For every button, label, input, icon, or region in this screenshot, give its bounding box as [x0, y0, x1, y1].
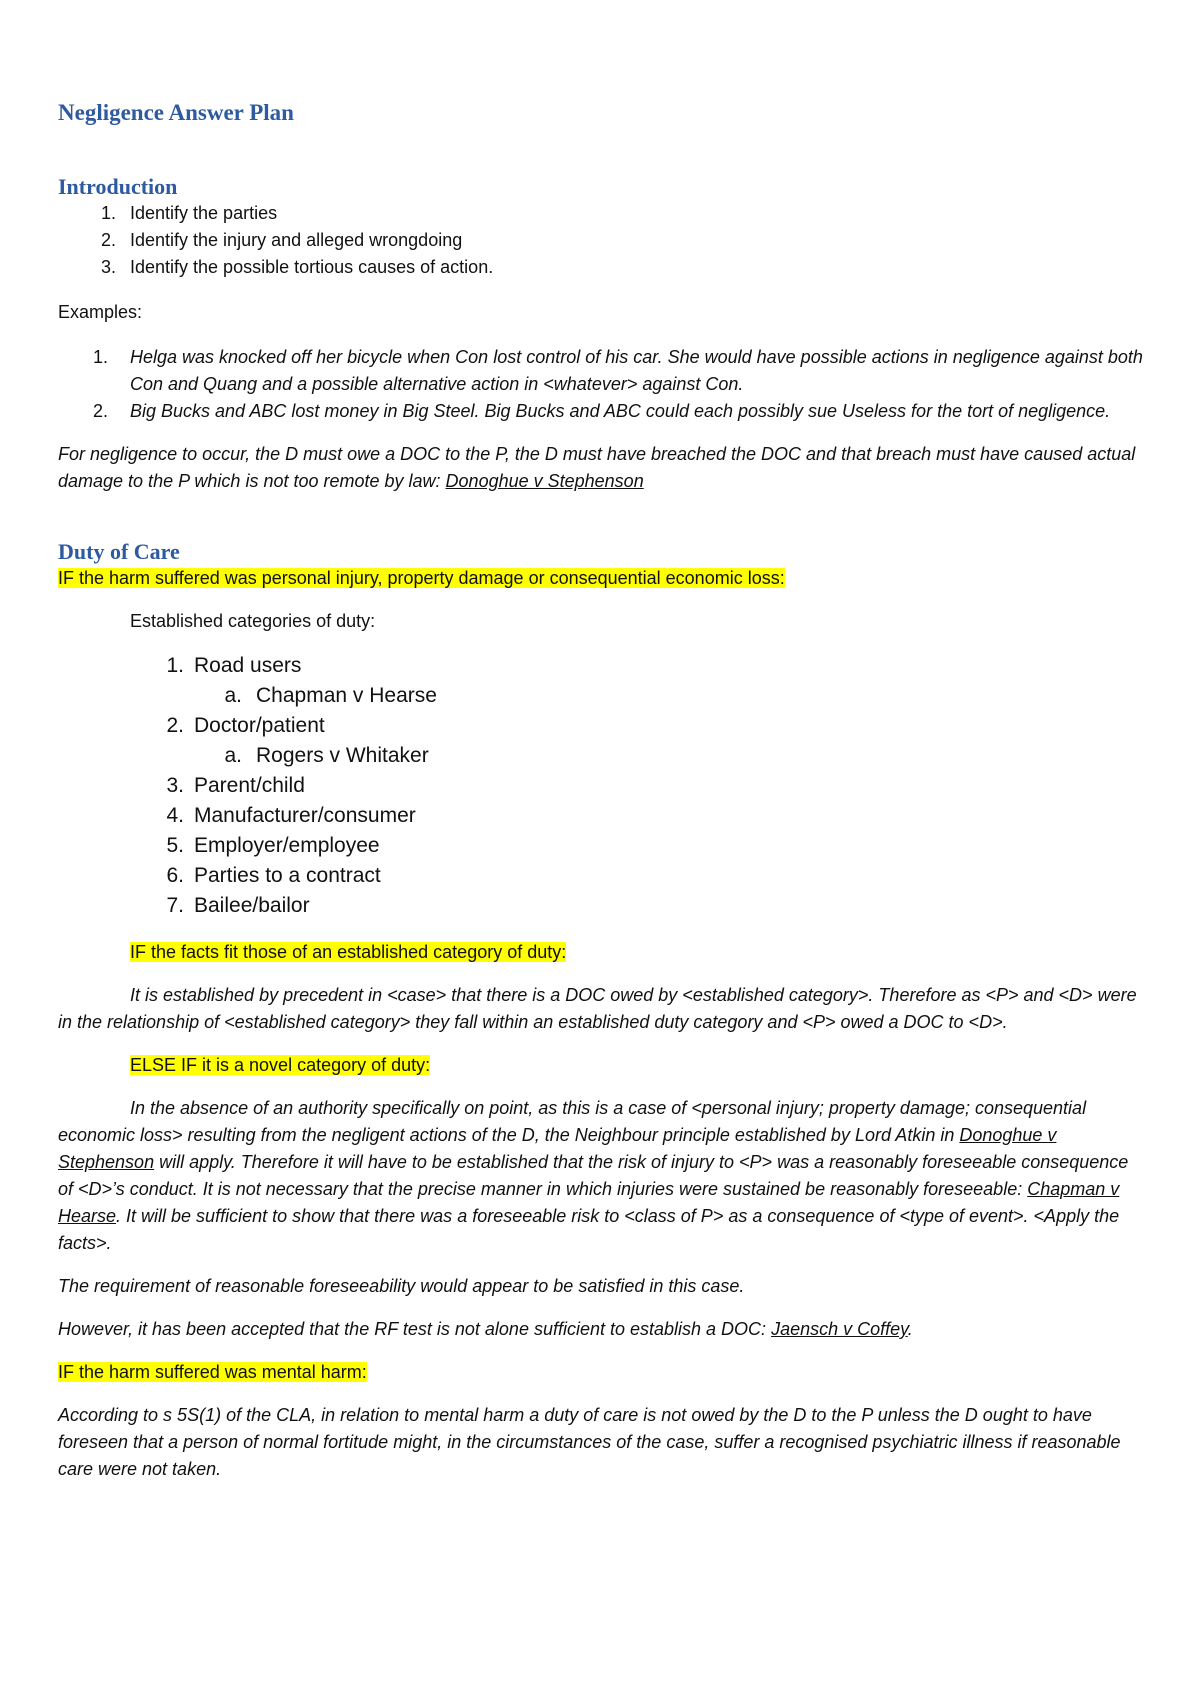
novel-category-paragraph: [58, 1095, 1148, 1257]
list-text: Doctor/patient: [194, 714, 325, 737]
highlighted-condition: IF the facts fit those of an established category of duty:: [130, 942, 567, 962]
mental-harm-paragraph: According to s 5S(1) of the CLA, in relation to mental harm a duty of care is not owed by the D to the P unless the D ought to have foreseen that a person of normal fortitude might, in the circumstances of the case, suffer a recognised psychiatric illness if reasonable care were not taken.: [58, 1405, 1121, 1479]
paragraph-text: will apply. Therefore it will have to be established that the risk of injury to <P> was a reasonably foreseeable consequence of <D>’s conduct. It is not necessary that the precise manner in which injuries were sustained be reasonably foreseeable:: [58, 1152, 1129, 1199]
document-content: [58, 100, 1148, 1483]
list-text: Employer/employee: [194, 834, 380, 857]
sub-list-text: Rogers v Whitaker: [256, 744, 429, 767]
sub-list-letter: a.: [224, 684, 242, 707]
list-item: [158, 711, 1148, 771]
negligence-summary: [58, 441, 1148, 495]
established-categories-list: [158, 651, 1148, 921]
list-item: [158, 651, 1148, 711]
list-item: [158, 801, 1148, 831]
condition-personal-injury: [58, 565, 1148, 592]
list-text: Road users: [194, 654, 302, 677]
list-item: [58, 344, 1148, 398]
list-number: 5.: [166, 834, 184, 857]
list-number: 4.: [166, 804, 184, 827]
summary-text: For negligence to occur, the D must owe a DOC to the P, the D must have breached the DOC and that breach must have caused actual damage to the P which is not too remote by law:: [58, 444, 1136, 491]
duty-of-care-heading: Duty of Care: [58, 539, 180, 564]
list-text: Parent/child: [194, 774, 305, 797]
condition-mental-harm: [58, 1359, 1148, 1386]
list-text: Helga was knocked off her bicycle when Con lost control of his car. She would have possible actions in negligence against both Con and Quang and a possible alternative action in <whatever> against Con.: [130, 347, 1143, 394]
list-item: [94, 200, 1148, 227]
paragraph-text: .: [907, 1319, 913, 1339]
list-text: Identify the possible tortious causes of action.: [130, 257, 494, 277]
list-number: 1.: [166, 654, 184, 677]
list-number: 2.: [100, 230, 116, 250]
examples-list: [58, 344, 1148, 425]
list-text: Big Bucks and ABC lost money in Big Steel. Big Bucks and ABC could each possibly sue Useless for the tort of negligence.: [130, 401, 1111, 421]
list-number: 7.: [166, 894, 184, 917]
condition-novel-category: [130, 1052, 1148, 1079]
list-number: 3.: [166, 774, 184, 797]
list-number: 1.: [100, 203, 116, 223]
established-category-paragraph: It is established by precedent in <case> that there is a DOC owed by <established category>. Therefore as <P> and <D> were in the relationship of <established category> they fall within an established duty category and <P> owed a DOC to <D>.: [58, 985, 1137, 1032]
established-categories-label: Established categories of duty:: [130, 611, 376, 631]
case-citation: Chapman v Hearse: [58, 1179, 1120, 1226]
case-citation: Donoghue v Stephenson: [58, 1125, 1057, 1172]
introduction-steps-list: [94, 200, 1148, 281]
paragraph-text: However, it has been accepted that the RF test is not alone sufficient to establish a DOC:: [58, 1319, 772, 1339]
document-title: Negligence Answer Plan: [58, 100, 294, 125]
list-text: Identify the parties: [130, 203, 278, 223]
introduction-heading: Introduction: [58, 174, 178, 199]
list-text: Parties to a contract: [194, 864, 381, 887]
list-item: [58, 398, 1148, 425]
case-citation: Donoghue v Stephenson: [445, 471, 644, 491]
list-number: 1.: [92, 347, 108, 367]
list-number: 3.: [100, 257, 116, 277]
list-item: [158, 831, 1148, 861]
sub-list-letter: a.: [224, 744, 242, 767]
list-number: 2.: [166, 714, 184, 737]
highlighted-condition: IF the harm suffered was personal injury, property damage or consequential economic loss:: [58, 568, 785, 588]
foreseeability-paragraph: The requirement of reasonable foreseeability would appear to be satisfied in this case.: [58, 1276, 745, 1296]
highlighted-condition: IF the harm suffered was mental harm:: [58, 1362, 367, 1382]
examples-label: Examples:: [58, 302, 143, 322]
list-text: Identify the injury and alleged wrongdoing: [130, 230, 463, 250]
list-item: [94, 227, 1148, 254]
list-text: Bailee/bailor: [194, 894, 310, 917]
list-item: [94, 254, 1148, 281]
list-item: [158, 891, 1148, 921]
list-item: [158, 771, 1148, 801]
sub-list-text: Chapman v Hearse: [256, 684, 437, 707]
list-item: [158, 861, 1148, 891]
paragraph-text: In the absence of an authority specifically on point, as this is a case of <personal injury; property damage; consequential economic loss> resulting from the negligent actions of the D, the Neighbour principle established by Lord Atkin in: [58, 1098, 1087, 1145]
list-number: 6.: [166, 864, 184, 887]
highlighted-condition: ELSE IF it is a novel category of duty:: [130, 1055, 431, 1075]
case-citation: Jaensch v Coffey: [771, 1319, 908, 1339]
paragraph-text: . It will be sufficient to show that there was a foreseeable risk to <class of P> as a consequence of <type of event>. <Apply the facts>.: [58, 1206, 1120, 1253]
list-text: Manufacturer/consumer: [194, 804, 416, 827]
list-number: 2.: [92, 401, 108, 421]
condition-established-category: [130, 939, 1148, 966]
rf-test-paragraph: [58, 1316, 1148, 1343]
